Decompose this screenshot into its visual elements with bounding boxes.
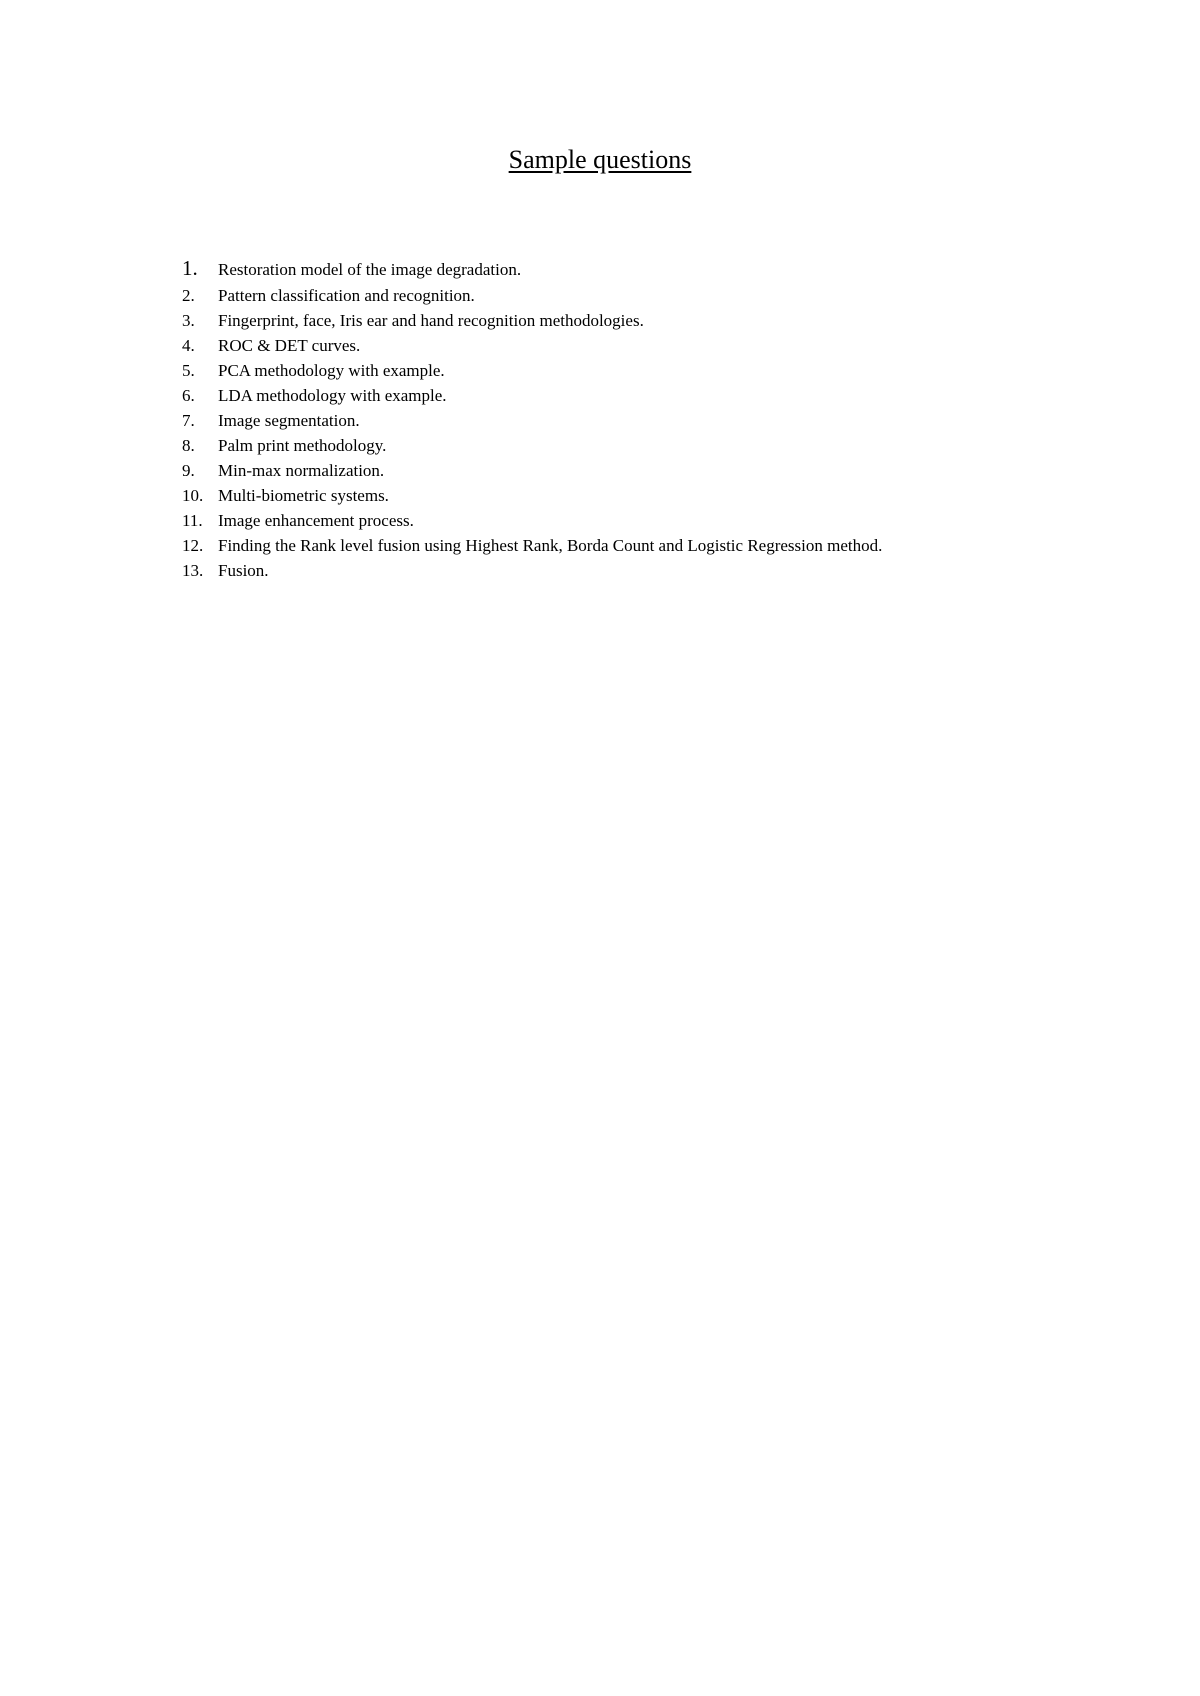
question-item [182,483,1082,508]
question-text: Restoration model of the image degradation. [218,260,522,279]
question-item [182,254,1082,283]
question-number: 6. [182,386,195,405]
question-item [182,358,1082,383]
question-text: Fusion. [218,561,269,580]
questions-list [182,254,1082,583]
question-item [182,283,1082,308]
question-text: Image enhancement process. [218,511,414,530]
question-text: LDA methodology with example. [218,386,447,405]
question-number: 2. [182,286,195,305]
question-number: 8. [182,436,195,455]
question-item [182,383,1082,408]
question-text: Min-max normalization. [218,461,385,480]
question-item [182,558,1082,583]
question-item [182,508,1082,533]
question-text: ROC & DET curves. [218,336,361,355]
question-text: PCA methodology with example. [218,361,445,380]
question-number: 1. [182,256,198,280]
question-number: 12. [182,536,204,555]
question-number: 13. [182,561,204,580]
question-text: Pattern classification and recognition. [218,286,475,305]
question-item [182,308,1082,333]
question-item [182,408,1082,433]
question-text: Finding the Rank level fusion using Highest Rank, Borda Count and Logistic Regression method. [218,536,883,555]
question-item [182,533,1082,558]
question-text: Palm print methodology. [218,436,387,455]
question-text: Image segmentation. [218,411,360,430]
question-number: 5. [182,361,195,380]
question-number: 10. [182,486,204,505]
question-item [182,433,1082,458]
question-number: 3. [182,311,195,330]
question-number: 11. [182,511,203,530]
question-text: Fingerprint, face, Iris ear and hand recognition methodologies. [218,311,644,330]
question-number: 7. [182,411,195,430]
question-item [182,333,1082,358]
question-number: 4. [182,336,195,355]
question-text: Multi-biometric systems. [218,486,389,505]
question-number: 9. [182,461,195,480]
question-item [182,458,1082,483]
document-title: Sample questions [508,145,692,174]
